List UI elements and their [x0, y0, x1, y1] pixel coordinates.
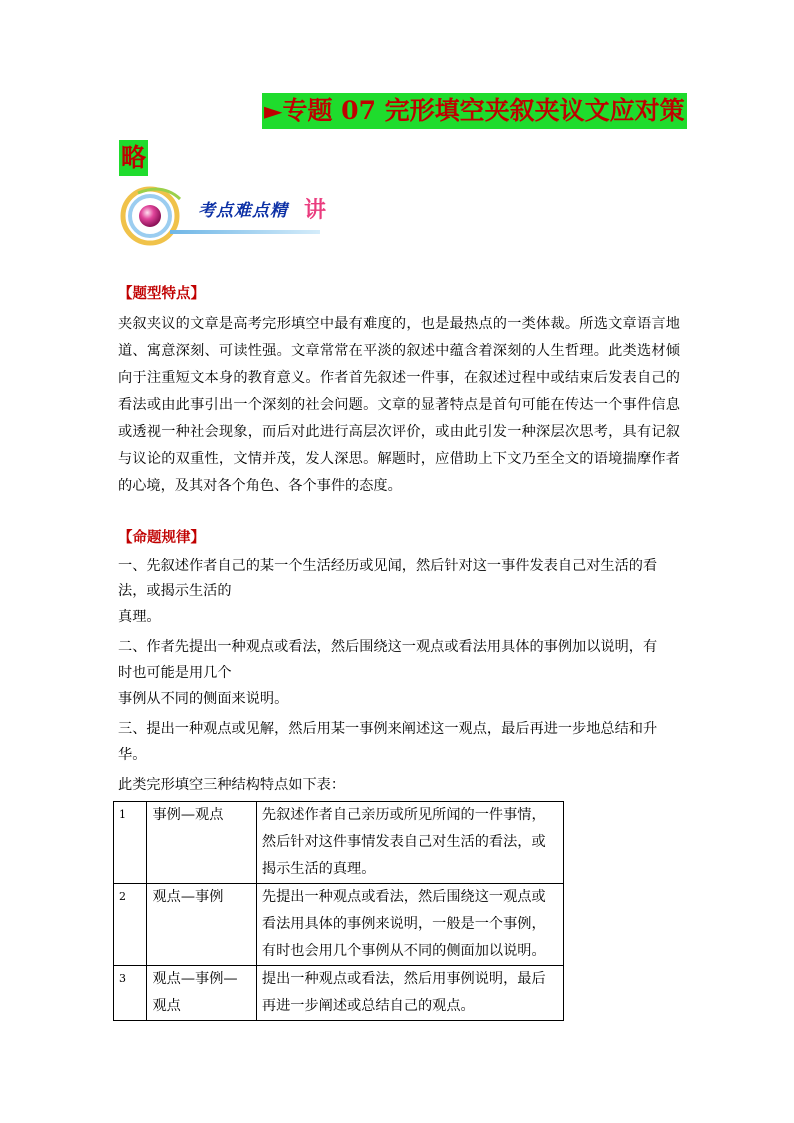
banner-accent-char: 讲 [304, 198, 327, 223]
page-title-continued: 略 [119, 140, 148, 176]
table-cell-type: 事例—观点 [147, 802, 256, 884]
table-cell-desc: 先提出一种观点或看法，然后围绕这一观点或看法用具体的事例来说明，一般是一个事例，有时也会用几个事例从不同的侧面加以说明。 [256, 884, 563, 966]
table-cell-num: 3 [114, 966, 147, 1021]
title-text-line1: 专题 07 完形填空夹叙夹议文应对策 [282, 96, 685, 125]
structure-table [113, 801, 564, 1021]
page-title [262, 93, 687, 129]
table-cell-desc: 提出一种观点或看法，然后用事例说明，最后再进一步阐述或总结自己的观点。 [256, 966, 563, 1021]
table-cell-type: 观点—事例—观点 [147, 966, 256, 1021]
features-paragraph: 夹叙夹议的文章是高考完形填空中最有难度的，也是最热点的一类体裁。所选文章语言地道、寓意深刻、可读性强。文章常常在平淡的叙述中蕴含着深刻的人生哲理。此类选材倾向于注重短文本身的教育意义。作者首先叙述一件事，在叙述过程中或结束后发表自己的看法或由此事引出一个深刻的社会问题。文章的显著特点是首句可能在传达一个事件信息或透视一种社会现象，而后对此进行高层次评价，或由此引发一种深层次思考，具有记叙与议论的双重性，文情并茂，发人深思。解题时，应借助上下文乃至全文的语境揣摩作者的心境，及其对各个角色、各个事件的态度。 [118, 316, 680, 494]
table-cell-num: 1 [114, 802, 147, 884]
pattern-line: 事例从不同的侧面来说明。 [118, 691, 289, 707]
section-heading-patterns: 【命题规律】 [118, 529, 205, 546]
pattern-line: 三、提出一种观点或见解，然后用某一事例来阐述这一观点，最后再进一步地总结和升 [118, 721, 658, 737]
pattern-line: 时也可能是用几个 [118, 665, 232, 681]
pink-ball-icon [139, 205, 161, 227]
pattern-line: 法，或揭示生活的 [118, 583, 232, 599]
pattern-line: 一、先叙述作者自己的某一个生活经历或见闻，然后针对这一事件发表自己对生活的看 [118, 558, 658, 574]
table-cell-num: 2 [114, 884, 147, 966]
table-cell-type: 观点—事例 [147, 884, 256, 966]
pattern-line: 此类完形填空三种结构特点如下表： [118, 777, 346, 793]
table-row [114, 884, 564, 966]
section-heading-features: 【题型特点】 [118, 285, 205, 302]
banner-underline [170, 230, 320, 234]
pattern-line: 华。 [118, 747, 147, 763]
table-row [114, 802, 564, 884]
table-cell-desc: 先叙述作者自己亲历或所见所闻的一件事情，然后针对这件事情发表自己对生活的看法，或揭示生活的真理。 [256, 802, 563, 884]
pattern-line: 二、作者先提出一种观点或看法，然后围绕这一观点或看法用具体的事例加以说明，有 [118, 639, 658, 655]
triangle-arrow-icon: ► [264, 96, 283, 125]
pattern-line: 真理。 [118, 609, 161, 625]
banner-label: 考点难点精 [198, 201, 288, 221]
table-row [114, 966, 564, 1021]
